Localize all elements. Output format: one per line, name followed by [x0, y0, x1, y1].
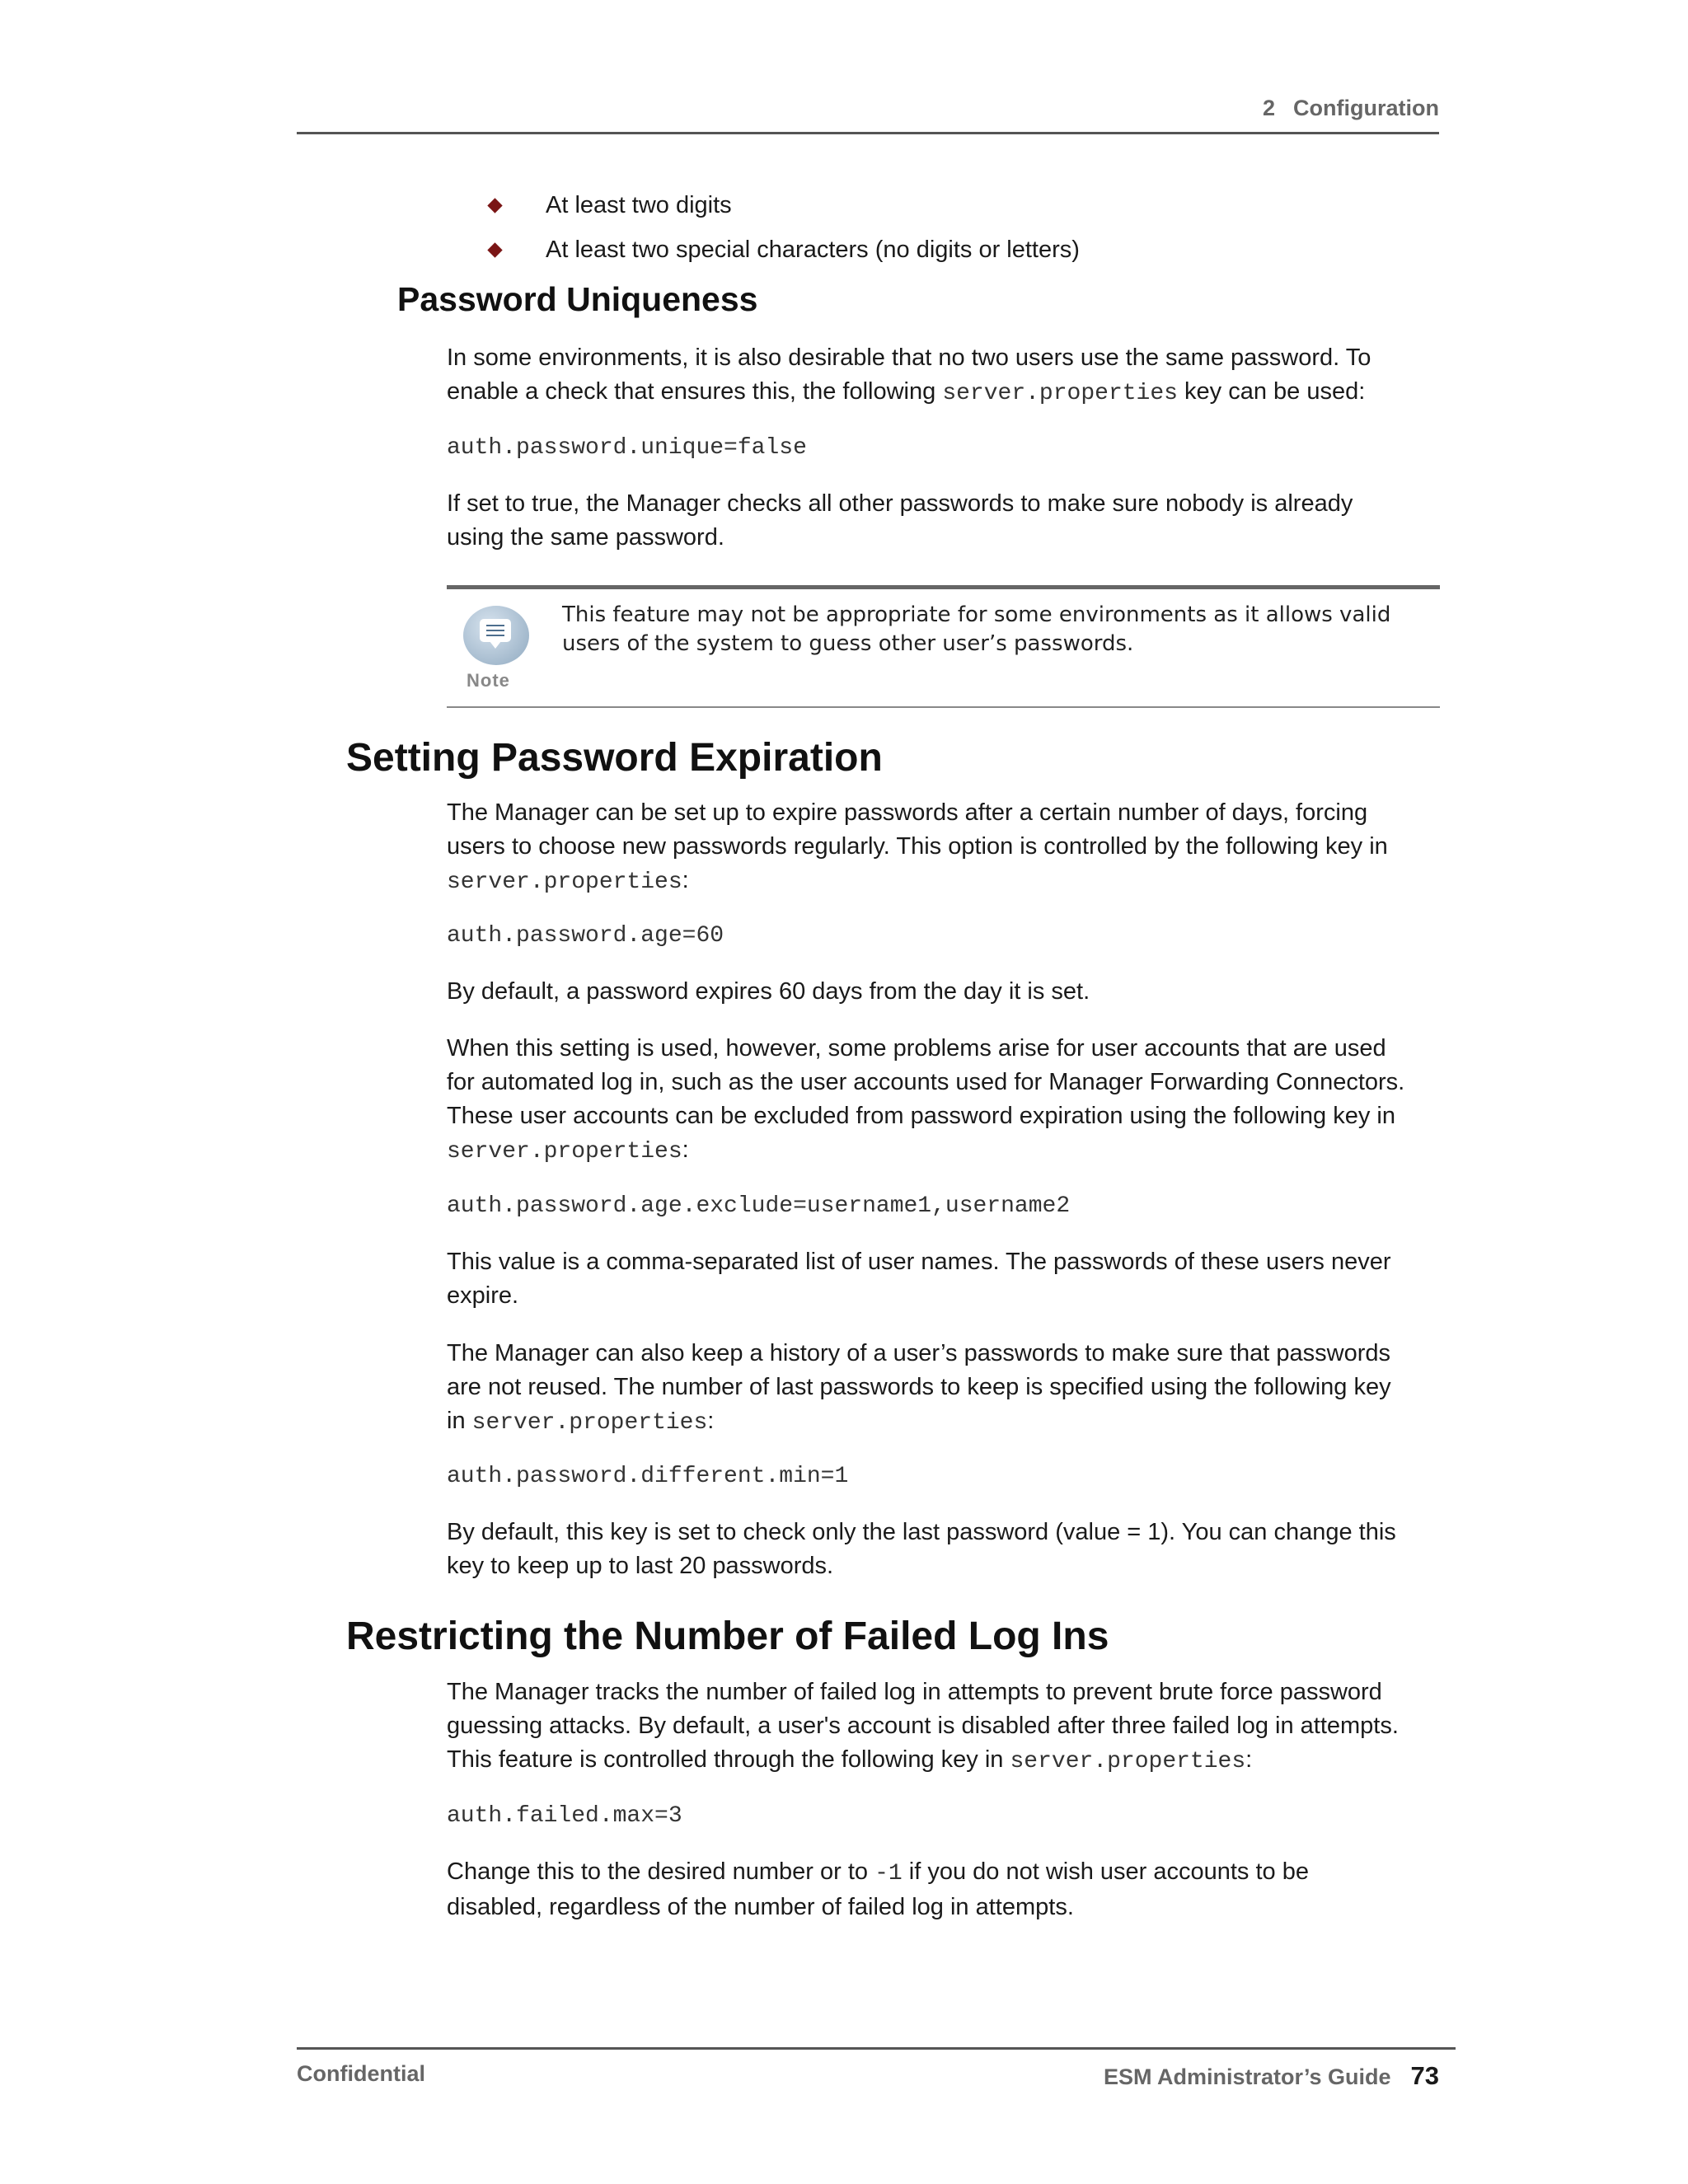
inline-code: server.properties	[471, 1410, 708, 1436]
paragraph: By default, a password expires 60 days from the day it is set.	[447, 978, 1090, 1005]
inline-code: server.properties	[447, 1139, 682, 1165]
code-line: auth.password.unique=false	[447, 435, 807, 461]
paragraph: The Manager can also keep a history of a user’s passwords to make sure that passwords are not reused. The number of last passwords to keep is specified using the following key in server.properties:	[447, 1340, 1391, 1436]
footer-guide	[1104, 2061, 1439, 2091]
page-number: 73	[1410, 2061, 1439, 2090]
paragraph: By default, this key is set to check only the last password (value = 1). You can change this key to keep up to last 20 passwords.	[447, 1519, 1396, 1579]
code-line: auth.password.age.exclude=username1,username2	[447, 1193, 1071, 1219]
paragraph: The Manager can be set up to expire passwords after a certain number of days, forcing users to choose new passwords regularly. This option is controlled by the following key in server.properties:	[447, 799, 1388, 895]
note-text: This feature may not be appropriate for some environments as it allows valid users of the system to guess other user’s passwords.	[562, 602, 1391, 656]
inline-code: -1	[874, 1861, 903, 1886]
guide-title: ESM Administrator’s Guide	[1103, 2064, 1391, 2089]
section-heading-password-expiration: Setting Password Expiration	[346, 736, 883, 780]
code-line: auth.password.age=60	[447, 923, 724, 949]
confidential-label: Confidential	[297, 2061, 425, 2086]
page-header	[297, 89, 1439, 134]
note-label: Note	[467, 670, 510, 691]
diamond-bullet-icon	[487, 242, 502, 257]
note-box	[447, 585, 1440, 708]
paragraph: If set to true, the Manager checks all other passwords to make sure nobody is already using the same password.	[447, 490, 1353, 551]
paragraph: When this setting is used, however, some problems arise for user accounts that are used for automated log in, such as the user accounts used for Manager Forwarding Connectors. These user accounts can be excluded from password expiration using the following key in server.properties:	[447, 1035, 1405, 1165]
running-header	[1263, 96, 1439, 121]
code-line: auth.password.different.min=1	[447, 1464, 849, 1489]
section-heading-password-uniqueness: Password Uniqueness	[397, 280, 758, 318]
chapter-title: Configuration	[1293, 96, 1439, 120]
note-speech-bubble-icon	[462, 606, 531, 691]
inline-code: server.properties	[447, 869, 682, 895]
chapter-number: 2	[1263, 96, 1276, 120]
code-line: auth.failed.max=3	[447, 1803, 682, 1829]
section-heading-failed-log-ins: Restricting the Number of Failed Log Ins	[346, 1615, 1109, 1658]
page-footer	[297, 2047, 1456, 2099]
paragraph: Change this to the desired number or to -1 if you do not wish user accounts to be disabled, regardless of the number of failed log in attempts.	[447, 1858, 1309, 1920]
inline-code: server.properties	[1010, 1749, 1246, 1774]
paragraph: This value is a comma-separated list of user names. The passwords of these users never expire.	[447, 1249, 1391, 1309]
paragraph: The Manager tracks the number of failed log in attempts to prevent brute force password guessing attacks. By default, a user's account is disabled after three failed log in attempts. This feature is controlled through the following key in server.properties:	[447, 1679, 1399, 1774]
inline-code: server.properties	[942, 381, 1178, 406]
document-page: 2 Configuration At least two digits At least two special characters (no digits or letters) Password Uniqueness In some environments, it is also desirable that no two users use the same password. To enable a check that ensures this, the following server.properties key can be used: auth.password.unique=false If set to true, the Manager checks all other passwords to make sure nobody is already using the same password. Note This feature may not be appropriate for some environments as it allows valid users of the system to guess other user’s passwords. Setting Password Expiration The Manager can be set up to expire passwords after a certain number of days, forcing users to choose new passwords regularly. This option is controlled by the following key in server.properties: auth.password.age=60 By default, a password expires 60 days from the day it is set. When this setting is used, however, some problems arise for user accounts that are used for automated log in, such as the user accounts used for Manager Forwarding Connectors. These user accounts can be excluded from password expiration using the following key in server.properties: auth.password.age.exclude=username1,username2 This value is a comma-separated list of user names. The passwords of these users never expire. The Manager can also keep a history of a user’s passwords to make sure that passwords are not reused. The number of last passwords to keep is specified using the following key in server.properties: auth.password.different.min=1 By default, this key is set to check only the last password (value = 1). You can change this key to keep up to last 20 passwords. Restricting the Number of Failed Log Ins The Manager tracks the number of failed log in attempts to prevent brute force password guessing attacks. By default, a user's account is disabled after three failed log in attempts. This feature is controlled through the following key in server.properties: auth.failed.max=3 Change this to the desired number or to -1 if you do not wish user accounts to be disabled, regardless of the number of failed log in attempts. Confidential ESM Administrator’s Guide 73	[0, 0, 1688, 2184]
paragraph: In some environments, it is also desirable that no two users use the same password. To enable a check that ensures this, the following server.properties key can be used:	[447, 344, 1372, 406]
diamond-bullet-icon	[487, 198, 502, 213]
